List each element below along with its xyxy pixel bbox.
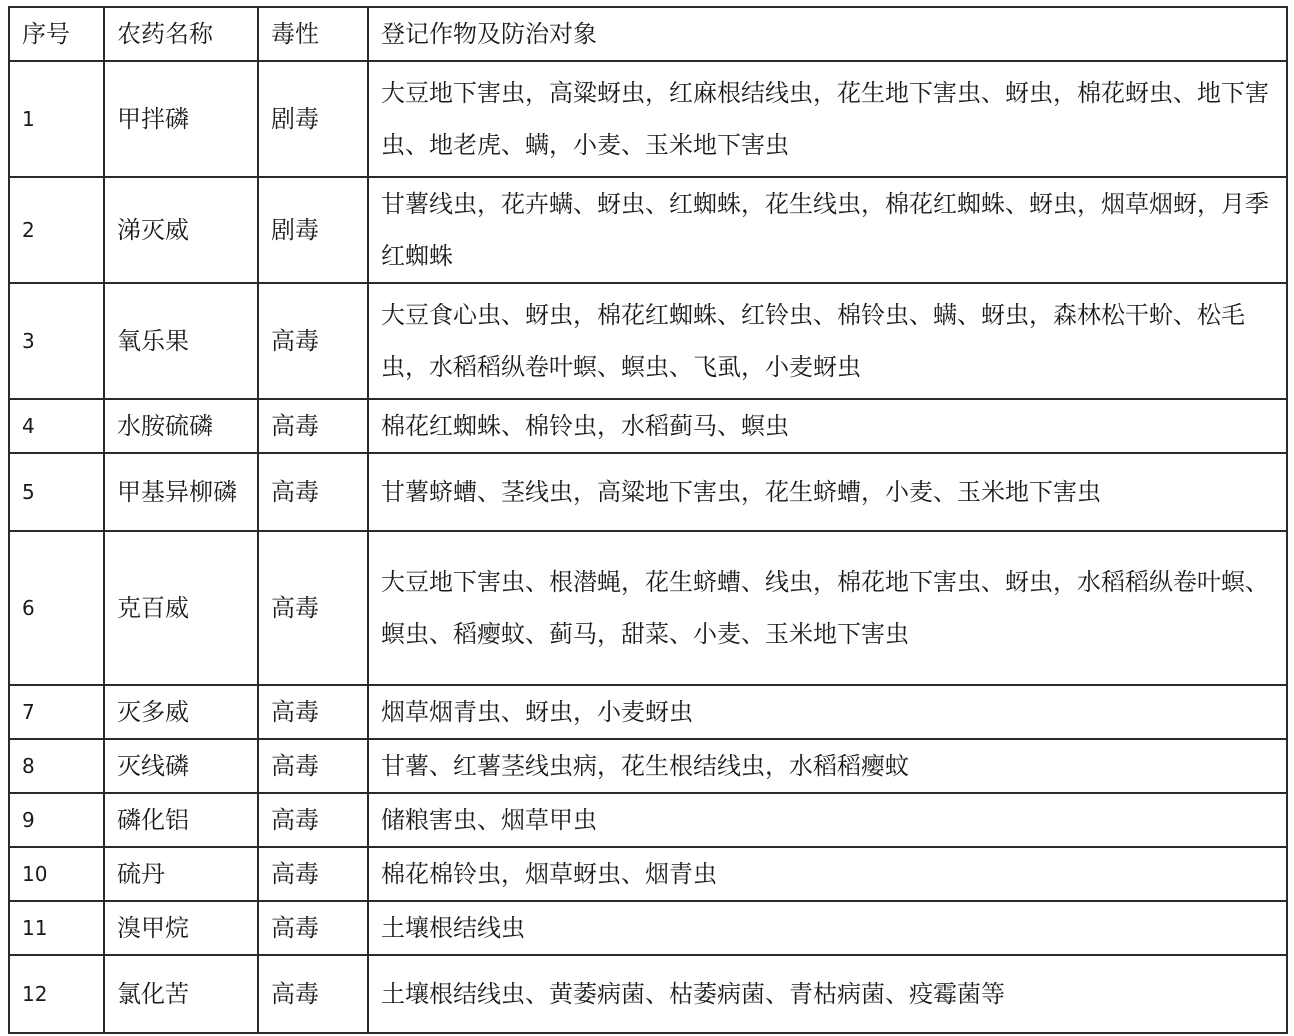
registered-crops-targets: 土壤根结线虫、黄萎病菌、枯萎病菌、青枯病菌、疫霉菌等 bbox=[368, 955, 1287, 1033]
table-row bbox=[9, 793, 1287, 847]
row-number: 5 bbox=[9, 453, 104, 531]
row-number: 7 bbox=[9, 685, 104, 739]
registered-crops-targets: 大豆地下害虫、根潜蝇，花生蛴螬、线虫，棉花地下害虫、蚜虫，水稻稻纵卷叶螟、螟虫、稻瘿蚊、蓟马，甜菜、小麦、玉米地下害虫 bbox=[368, 531, 1287, 685]
pesticide-name: 灭线磷 bbox=[104, 739, 258, 793]
pesticide-name: 氧乐果 bbox=[104, 283, 258, 399]
registered-crops-targets: 大豆地下害虫，高粱蚜虫，红麻根结线虫，花生地下害虫、蚜虫，棉花蚜虫、地下害虫、地老虎、螨，小麦、玉米地下害虫 bbox=[368, 61, 1287, 177]
toxicity-level: 高毒 bbox=[258, 847, 368, 901]
table-header-row bbox=[9, 7, 1287, 61]
table-row bbox=[9, 61, 1287, 177]
registered-crops-targets: 棉花红蜘蛛、棉铃虫，水稻蓟马、螟虫 bbox=[368, 399, 1287, 453]
pesticide-name: 涕灭威 bbox=[104, 177, 258, 283]
pesticide-name: 灭多威 bbox=[104, 685, 258, 739]
toxicity-level: 高毒 bbox=[258, 739, 368, 793]
row-number: 1 bbox=[9, 61, 104, 177]
registered-crops-targets: 棉花棉铃虫，烟草蚜虫、烟青虫 bbox=[368, 847, 1287, 901]
table-row bbox=[9, 177, 1287, 283]
registered-crops-targets: 甘薯、红薯茎线虫病，花生根结线虫，水稻稻瘿蚊 bbox=[368, 739, 1287, 793]
registered-crops-targets: 土壤根结线虫 bbox=[368, 901, 1287, 955]
pesticide-name: 甲基异柳磷 bbox=[104, 453, 258, 531]
header-serial-number: 序号 bbox=[9, 7, 104, 61]
row-number: 12 bbox=[9, 955, 104, 1033]
pesticide-name: 磷化铝 bbox=[104, 793, 258, 847]
pesticide-name: 氯化苦 bbox=[104, 955, 258, 1033]
pesticide-name: 硫丹 bbox=[104, 847, 258, 901]
row-number: 11 bbox=[9, 901, 104, 955]
row-number: 2 bbox=[9, 177, 104, 283]
toxicity-level: 高毒 bbox=[258, 955, 368, 1033]
row-number: 6 bbox=[9, 531, 104, 685]
table-row bbox=[9, 453, 1287, 531]
table-row bbox=[9, 955, 1287, 1033]
registered-crops-targets: 烟草烟青虫、蚜虫，小麦蚜虫 bbox=[368, 685, 1287, 739]
toxicity-level: 高毒 bbox=[258, 685, 368, 739]
registered-crops-targets: 储粮害虫、烟草甲虫 bbox=[368, 793, 1287, 847]
table-row bbox=[9, 901, 1287, 955]
row-number: 8 bbox=[9, 739, 104, 793]
toxicity-level: 高毒 bbox=[258, 453, 368, 531]
table-row bbox=[9, 399, 1287, 453]
registered-crops-targets: 甘薯线虫，花卉螨、蚜虫、红蜘蛛，花生线虫，棉花红蜘蛛、蚜虫，烟草烟蚜，月季红蜘蛛 bbox=[368, 177, 1287, 283]
toxicity-level: 高毒 bbox=[258, 793, 368, 847]
toxicity-level: 高毒 bbox=[258, 399, 368, 453]
table-row bbox=[9, 685, 1287, 739]
table-row bbox=[9, 847, 1287, 901]
toxicity-level: 高毒 bbox=[258, 901, 368, 955]
row-number: 10 bbox=[9, 847, 104, 901]
row-number: 9 bbox=[9, 793, 104, 847]
table-row bbox=[9, 531, 1287, 685]
table-row bbox=[9, 739, 1287, 793]
header-registered-crops-targets: 登记作物及防治对象 bbox=[368, 7, 1287, 61]
pesticide-name: 溴甲烷 bbox=[104, 901, 258, 955]
pesticide-name: 克百威 bbox=[104, 531, 258, 685]
header-pesticide-name: 农药名称 bbox=[104, 7, 258, 61]
row-number: 3 bbox=[9, 283, 104, 399]
toxicity-level: 剧毒 bbox=[258, 177, 368, 283]
toxicity-level: 剧毒 bbox=[258, 61, 368, 177]
toxicity-level: 高毒 bbox=[258, 531, 368, 685]
registered-crops-targets: 大豆食心虫、蚜虫，棉花红蜘蛛、红铃虫、棉铃虫、螨、蚜虫，森林松干蚧、松毛虫，水稻稻纵卷叶螟、螟虫、飞虱，小麦蚜虫 bbox=[368, 283, 1287, 399]
pesticide-table bbox=[8, 6, 1288, 1034]
registered-crops-targets: 甘薯蛴螬、茎线虫，高粱地下害虫，花生蛴螬，小麦、玉米地下害虫 bbox=[368, 453, 1287, 531]
header-toxicity: 毒性 bbox=[258, 7, 368, 61]
row-number: 4 bbox=[9, 399, 104, 453]
table-row bbox=[9, 283, 1287, 399]
toxicity-level: 高毒 bbox=[258, 283, 368, 399]
pesticide-name: 水胺硫磷 bbox=[104, 399, 258, 453]
pesticide-name: 甲拌磷 bbox=[104, 61, 258, 177]
